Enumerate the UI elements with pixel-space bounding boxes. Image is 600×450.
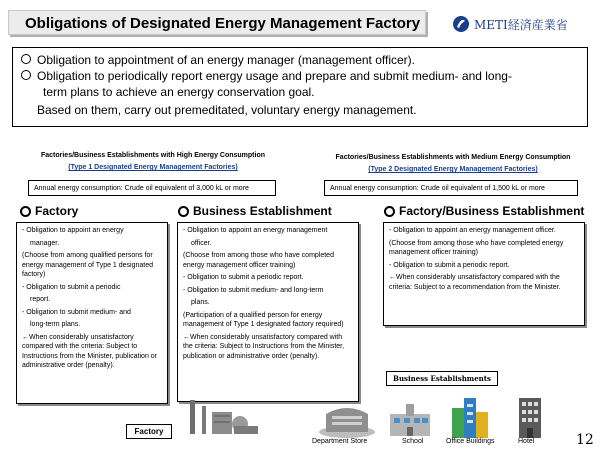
ring-icon	[20, 206, 31, 217]
type1-criteria: Annual energy consumption: Crude oil equivalent of 3,000 kL or more	[28, 180, 276, 196]
factory-label: Factory	[126, 424, 172, 439]
type2-subheading: (Type 2 Designated Energy Management Factories)	[368, 166, 538, 173]
department-store-icon	[318, 398, 376, 438]
school-label: School	[402, 438, 424, 445]
type1-subheading: (Type 1 Designated Energy Management Factories)	[68, 164, 238, 171]
meti-emblem-icon	[452, 15, 470, 33]
meti-logo	[452, 14, 568, 34]
page-number: 12	[576, 432, 594, 448]
business-establishment-obligations: - Obligation to appoint an energy management officer. (Choose from among those who have completed energy management officer training) - Obligation to submit a periodic report. - Obligation to submit medium- and long-term plans. (Participation of a qualified person for energy management of Type 1 designated factory required) ←When considerably unsatisfactory compared with the criteria: Subject to Instructions from the Minister, publication or administrative order (penalty).	[177, 222, 359, 402]
ring-icon	[178, 206, 189, 217]
type1-heading: Factories/Business Establishments with High Energy Consumption	[40, 152, 266, 159]
type2-heading: Factories/Business Establishments with Medium Energy Consumption	[335, 154, 571, 161]
intro-box	[12, 47, 588, 127]
intro-obligation-2-cont: term plans to achieve an energy conservation goal.	[43, 85, 315, 99]
factory-obligations: - Obligation to appoint an energy manager. (Choose from among qualified persons for energy management of Type 1 designated factory) - Obligation to submit a periodic report. - Obligation to submit medium- and long-term plans. ←When considerably unsatisfactory compared with the criteria: Subject to Instructions from the Minister, publication or administrative order (penalty).	[16, 222, 168, 404]
office-buildings-icon	[450, 396, 490, 438]
business-establishment-heading: Business Establishment	[178, 204, 332, 218]
office-buildings-label: Office Buildings	[446, 438, 495, 445]
title-bar	[8, 10, 426, 35]
school-icon	[390, 400, 430, 436]
intro-summary: Based on them, carry out premeditated, voluntary energy management.	[37, 103, 417, 117]
factory-business-heading: Factory/Business Establishment	[384, 204, 584, 218]
business-establishments-label: Business Establishments	[386, 371, 498, 386]
factory-heading: Factory	[20, 204, 78, 218]
ring-icon	[384, 206, 395, 217]
hotel-icon	[516, 396, 544, 438]
bullet-circle-icon	[21, 54, 31, 64]
type2-criteria: Annual energy consumption: Crude oil equivalent of 1,500 kL or more	[324, 180, 578, 196]
bullet-circle-icon	[21, 70, 31, 80]
department-store-label: Department Store	[312, 438, 368, 445]
factory-illustration-icon	[184, 396, 264, 436]
page-title: Obligations of Designated Energy Management Factory	[25, 15, 421, 32]
factory-business-obligations: - Obligation to appoint an energy management officer. (Choose from among those who have completed energy management officer training) - Obligation to submit a periodic report. ←When considerably unsatisfactory compared with the criteria: Subject to a recommendation from the Minister.	[383, 222, 585, 326]
intro-obligation-1: Obligation to appointment of an energy manager (management officer).	[21, 52, 579, 68]
logo-text: METI経済産業省	[474, 17, 568, 32]
hotel-label: Hotel	[518, 438, 535, 445]
intro-obligation-2: Obligation to periodically report energy usage and prepare and submit medium- and long-	[21, 68, 579, 84]
